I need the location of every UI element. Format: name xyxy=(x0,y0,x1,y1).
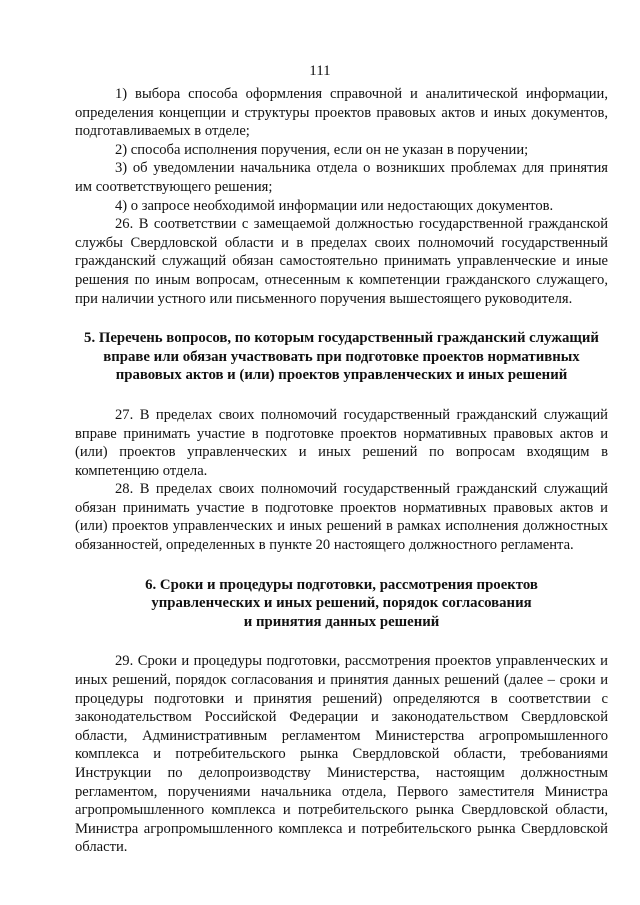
section-6-heading-line-1: 6. Сроки и процедуры подготовки, рассмотрения проектов xyxy=(145,576,538,593)
paragraph-item-4: 4) о запросе необходимой информации или недостающих документов. xyxy=(115,197,554,214)
section-6-heading-line-3: и принятия данных решений xyxy=(243,613,440,630)
document-body xyxy=(75,85,608,857)
section-5-heading-line-2: вправе или обязан участвовать при подготовке проектов нормативных xyxy=(103,348,580,365)
paragraph-item-1: 1) выбора способа оформления справочной и аналитической информации, определения концепции и структуры проектов правовых актов и иных документов, подготавливаемых в отделе; xyxy=(75,86,608,140)
section-5-heading-line-3: правовых актов и (или) проектов управленческих и иных решений xyxy=(115,367,568,384)
paragraph-29: 29. Сроки и процедуры подготовки, рассмотрения проектов управленческих и иных решений, порядок согласования и принятия данных решений (далее – сроки и процедуры подготовки и принятия решений) определяются в соответствии с законодательством Российской Федерации и законодательством Свердловской области, Административным регламентом Министерства агропромышленного комплекса и потребительского рынка Свердловской области, требованиями Инструкции по делопроизводству Министерства, настоящим должностным регламентом, поручениями начальника отдела, Первого заместителя Министра агропромышленного комплекса и потребительского рынка Свердловской области, Министра агропромышленного комплекса и потребительского рынка Свердловской области. xyxy=(75,653,608,856)
paragraph-28: 28. В пределах своих полномочий государственный гражданский служащий обязан принимать участие в подготовке проектов нормативных правовых актов и (или) проектов управленческих и иных решений в рамках исполнения должностных обязанностей, определенных в пункте 20 настоящего должностного регламента. xyxy=(75,481,608,554)
section-6-heading-line-2: управленческих и иных решений, порядок согласования xyxy=(151,595,532,612)
paragraph-26: 26. В соответствии с замещаемой должностью государственной гражданской службы Свердловской области и в пределах своих полномочий государственный гражданский служащий обязан самостоятельно принимать управленческие и иные решения по иным вопросам, отнесенным к компетенции гражданского служащего, при наличии устного или письменного поручения вышестоящего руководителя. xyxy=(75,216,608,307)
page-number: 111 xyxy=(309,63,331,79)
paragraph-item-3: 3) об уведомлении начальника отдела о возникших проблемах для принятия им соответствующего решения; xyxy=(75,160,608,195)
paragraph-item-2: 2) способа исполнения поручения, если он не указан в поручении; xyxy=(115,141,529,158)
paragraph-27: 27. В пределах своих полномочий государственный гражданский служащий вправе принимать участие в подготовке проектов нормативных правовых актов и (или) проектов управленческих и иных решений по вопросам входящим в компетенцию отдела. xyxy=(75,406,608,479)
section-6-heading xyxy=(75,576,608,632)
section-5-heading-line-1: 5. Перечень вопросов, по которым государственный гражданский служащий xyxy=(84,330,599,347)
section-5-heading xyxy=(75,329,608,385)
